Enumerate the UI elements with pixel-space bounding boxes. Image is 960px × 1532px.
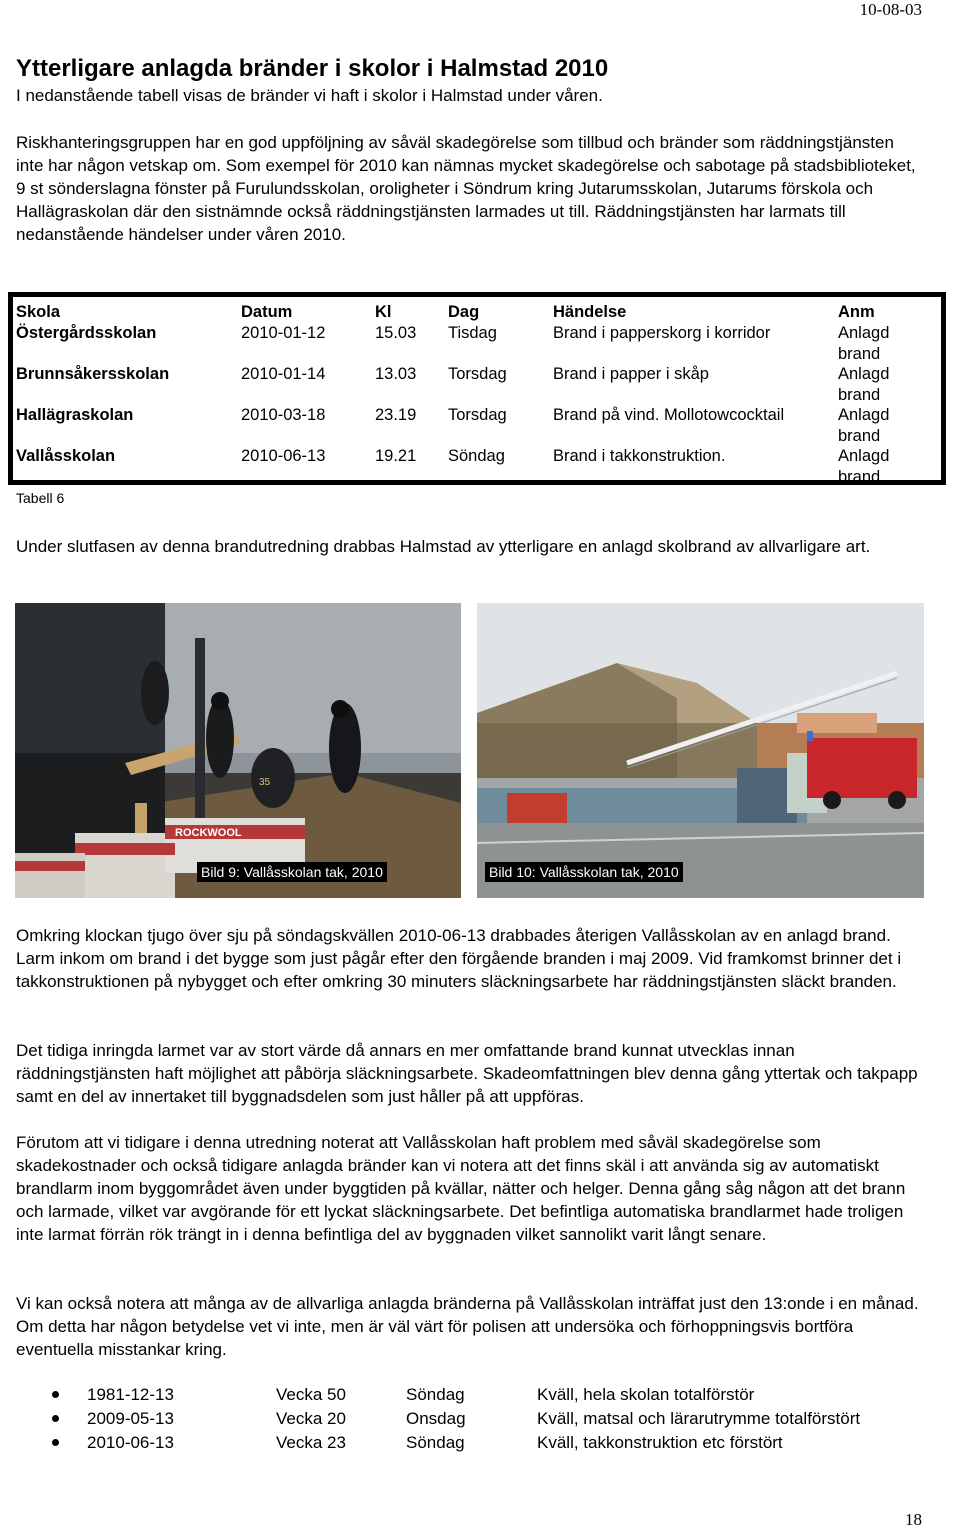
notera-paragraph: Vi kan också notera att många av de allvarliga anlagda bränderna på Vallåsskolan inträffat just den 13:onde i en månad. Om detta har någon betydelse vet vi inte, men är väl värt för polisen att undersöka och förhoppningsvis bortföra eventuella misstankar kring. (16, 1294, 919, 1359)
firefighter-number: 35 (259, 777, 271, 788)
slutfas-paragraph: Under slutfasen av denna brandutredning drabbas Halmstad av ytterligare en anlagd skolbrand av allvarligare art. (16, 537, 871, 556)
list-item-date: 2009-05-13 (87, 1409, 174, 1428)
table-row-2-datum: 2010-01-14 (241, 365, 326, 383)
table-row-4-skola: Vallåsskolan (16, 447, 116, 465)
photo-firefighters (15, 603, 461, 898)
photo-caption-bild10: Bild 10: Vallåsskolan tak, 2010 (485, 862, 683, 882)
table-header-kl: Kl (375, 303, 392, 321)
list-item-description: Kväll, hela skolan totalförstör (537, 1385, 755, 1404)
table-row-2-anm: Anlagd brand (838, 365, 890, 404)
table-row-4-datum: 2010-06-13 (241, 447, 326, 465)
list-item-day: Onsdag (406, 1409, 466, 1428)
rockwool-print: ROCKWOOL (175, 827, 242, 839)
table-row-3-kl: 23.19 (375, 406, 417, 424)
bullet-icon (52, 1439, 59, 1446)
omkring-paragraph: Omkring klockan tjugo över sju på söndagskvällen 2010-06-13 drabbades återigen Vallåsskolan av en anlagd brand. Larm inkom om brand i det bygge som just pågår efter den förgående branden i maj 2009. Vid framkomst brinner det i takkonstruktionen på nybygget och efter omkring 30 minuters släckningsarbete har räddningstjänsten släckt branden. (16, 926, 902, 991)
table-row-1-anm: Anlagd brand (838, 324, 890, 363)
table-row-1-skola: Östergårdsskolan (16, 324, 157, 342)
table-header-anm: Anm (838, 303, 875, 321)
intro-paragraph: I nedanstående tabell visas de bränder vi haft i skolor i Halmstad under våren. (16, 86, 603, 105)
list-item-description: Kväll, matsal och lärarutrymme totalförstört (537, 1409, 861, 1428)
list-item-day: Söndag (406, 1433, 465, 1452)
table-row-4-kl: 19.21 (375, 447, 417, 465)
table-caption: Tabell 6 (16, 490, 65, 506)
list-item-date: 1981-12-13 (87, 1385, 174, 1404)
risk-paragraph: Riskhanteringsgruppen har en god uppföljning av såväl skadegörelse som tillbud och bränder som räddningstjänsten inte har någon vetskap om. Som exempel för 2010 kan nämnas mycket skadegörelse och sabotage på stadsbiblioteket, 9 st sönderslagna fönster på Furulundsskolan, oroligheter i Söndrum kring Jutarumsskolan, Jutarums förskola och Hallägraskolan där den sistnämnde också räddningstjänsten larmades ut till. Räddningstjänsten har larmats till nedanstående händelser under våren 2010. (16, 133, 916, 244)
table-row-2-kl: 13.03 (375, 365, 417, 383)
table-row-1-datum: 2010-01-12 (241, 324, 326, 342)
table-row-3-datum: 2010-03-18 (241, 406, 326, 424)
table-header-datum: Datum (241, 303, 293, 321)
table-row-3-skola: Hallägraskolan (16, 406, 134, 424)
photo-construction-site (477, 603, 924, 898)
page-title: Ytterligare anlagda bränder i skolor i Halmstad 2010 (16, 55, 609, 82)
bullet-icon (52, 1415, 59, 1422)
table-header-dag: Dag (448, 303, 480, 321)
bullet-icon (52, 1391, 59, 1398)
photo-caption-bild9: Bild 9: Vallåsskolan tak, 2010 (197, 862, 387, 882)
table-row-1-kl: 15.03 (375, 324, 417, 342)
table-row-3-handelse: Brand på vind. Mollotowcocktail (553, 406, 785, 424)
table-row-1-handelse: Brand i papperskorg i korridor (553, 324, 771, 342)
fire-events-table (8, 292, 946, 485)
table-row-2-dag: Torsdag (448, 365, 507, 383)
table-row-2-handelse: Brand i papper i skåp (553, 365, 709, 383)
table-row-4-handelse: Brand i takkonstruktion. (553, 447, 726, 465)
table-row-3-dag: Torsdag (448, 406, 507, 424)
forutom-paragraph: Förutom att vi tidigare i denna utredning noterat att Vallåsskolan haft problem med såväl skadegörelse som skadekostnader och också tidigare anlagda bränder kan vi notera att det finns skäl i att använda sig av automatiskt brandlarm inom byggområdet även under byggtiden på kvällar, nätter och helger. Denna gång såg någon att det brann och larmade, vilket var avgörande för ett lyckat släckningsarbete. Det befintliga automatiska brandlarmet hade troligen inte larmat förrän rök trängt in i denna befintliga del av byggnaden vilket sannolikt varit långt senare. (16, 1133, 906, 1244)
table-row-4-dag: Söndag (448, 447, 505, 465)
document-date: 10-08-03 (859, 0, 922, 19)
table-row-1-dag: Tisdag (448, 324, 497, 342)
table-row-4-anm: Anlagd brand (838, 447, 890, 486)
table-row-2-skola: Brunnsåkersskolan (16, 365, 170, 383)
list-item-date: 2010-06-13 (87, 1433, 174, 1452)
list-item-week: Vecka 50 (276, 1385, 346, 1404)
list-item-description: Kväll, takkonstruktion etc förstört (537, 1433, 783, 1452)
list-item-week: Vecka 20 (276, 1409, 346, 1428)
list-item-week: Vecka 23 (276, 1433, 346, 1452)
page-number: 18 (905, 1510, 922, 1529)
table-header-handelse: Händelse (553, 303, 627, 321)
list-item-day: Söndag (406, 1385, 465, 1404)
tidiga-paragraph: Det tidiga inringda larmet var av stort värde då annars en mer omfattande brand kunnat utvecklas innan räddningstjänsten haft möjlighet att påbörja släckningsarbete. Skadeomfattningen blev denna gång yttertak och takpapp samt en del av innertaket till byggnadsdelen som just håller på att uppföras. (16, 1041, 918, 1106)
table-row-3-anm: Anlagd brand (838, 406, 890, 445)
table-header-skola: Skola (16, 303, 61, 321)
